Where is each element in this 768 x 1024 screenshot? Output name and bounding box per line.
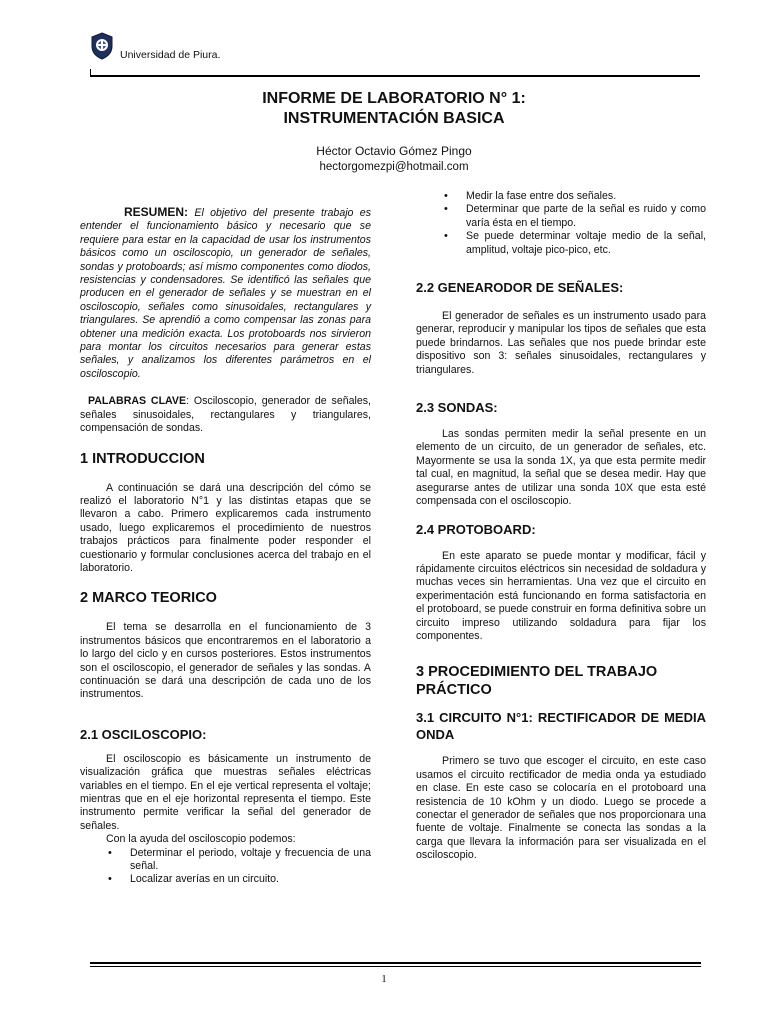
list-item: • Se puede determinar voltaje medio de la señal, amplitud, voltaje pico-pico, etc.	[466, 230, 706, 257]
abstract	[80, 206, 371, 381]
osc-list-intro: Con la ayuda del osciloscopio podemos:	[106, 833, 296, 846]
osc-text: El osciloscopio es básicamente un instrumento de visualización gráfica que muestras señales eléctricas variables en el tiempo. En el eje vertical representa el voltaje; mientras que en el eje horizontal representa el tiempo. Este instrumento permite verificar la señal del generador de señales.	[80, 752, 371, 832]
heading-osciloscopio: 2.1 OSCILOSCOPIO:	[80, 726, 207, 742]
abstract-label: RESUMEN:	[124, 205, 189, 219]
heading-introduccion: 1 INTRODUCCION	[80, 450, 205, 467]
heading-marco-teorico: 2 MARCO TEORICO	[80, 590, 217, 607]
list-item: • Determinar el periodo, voltaje y frecuencia de una señal.	[130, 847, 371, 874]
footer-rule-thin	[90, 966, 701, 967]
circ-text: Primero se tuvo que escoger el circuito, en este caso usamos el circuito rectificador de media onda ya estudiado en clase. En este caso se colocaría en el protoboard una resistencia de 10 kOhm y un diodo. Luego se procede a conectar el generador de señales que nos proporcionara una fuente de voltaje. Finalmente se conecta las sondas a la carga que llevara la información para ser visualizada en el osciloscopio.	[416, 755, 706, 862]
gen-text: El generador de señales es un instrumento usado para generar, reproducir y manipular los tipos de señales que esta puede brindarnos. Las señales que nos puede brindar este dispositivo son 3: señales sinusoidales, rectangulares y triangulares.	[416, 310, 706, 376]
paper-title	[80, 89, 708, 129]
header-rule	[90, 75, 700, 77]
left-column	[80, 190, 371, 887]
heading-sondas: 2.3 SONDAS:	[416, 400, 498, 416]
page-header	[90, 30, 700, 76]
heading-procedimiento: 3 PROCEDIMIENTO DEL TRABAJO PRÁCTICO	[416, 664, 658, 699]
list-item: • Determinar que parte de la señal es ruido y como varía ésta en el tiempo.	[466, 203, 706, 230]
page-number: 1	[381, 973, 387, 985]
title-line-2: INSTRUMENTACIÓN BASICA	[283, 110, 505, 127]
heading-protoboard: 2.4 PROTOBOARD:	[416, 521, 536, 537]
keywords-text: : Osciloscopio, generador de señales, señales sinusoidales, rectangulares y triangulares, compensación de sondas.	[80, 395, 371, 435]
proto-text: En este aparato se puede montar y modificar, fácil y rápidamente circuitos eléctricos sin necesidad de soldadura y muchas veces sin herramientas. Una vez que el circuito en experimentación está funcionando en forma satisfactoria en el protoboard, se puede construir en forma definitiva sobre un circuito impreso utilizando soldadura para fijar los componentes.	[416, 549, 706, 642]
footer-rule-thick	[90, 962, 701, 964]
right-column	[416, 190, 706, 863]
keywords	[80, 395, 371, 435]
intro-text: A continuación se dará una descripción del cómo se realizó el laboratorio N°1 y las distintas etapas que se llevaron a cabo. Primero explicaremos cada instrumento usado, luego explicaremos el procedimiento de nuestros trabajos prácticos para finalmente poder responder el cuestionario y formular conclusiones acerca del trabajo en el laboratorio.	[80, 481, 371, 574]
list-item: • Localizar averías en un circuito.	[130, 873, 371, 886]
title-line-1: INFORME DE LABORATORIO N° 1:	[262, 90, 526, 107]
author-email: hectorgomezpi@hotmail.com	[319, 161, 469, 173]
university-name: Universidad de Piura.	[120, 49, 221, 61]
marco-text: El tema se desarrolla en el funcionamiento de 3 instrumentos básicos que encontraremos en el laboratorio a lo largo del ciclo y en cursos posteriores. Estos instrumentos son el osciloscopio, el generador de señales y las sondas. A continuación se dará una descripción de cada uno de los instrumentos.	[80, 621, 371, 701]
heading-circuito-1: 3.1 CIRCUITO N°1: RECTIFICADOR DE MEDIA ONDA	[416, 710, 706, 743]
abstract-text: El objetivo del presente trabajo es entender el funcionamiento básico y necesario que se requiere para estar en la capacidad de usar los instrumentos básicos como un osciloscopio, un generador de señales, sondas y protoboards; así mismo componentes como diodos, resistencias y condensadores. Se identificó las señales que producen en el generador de señales y se muestran en el osciloscopio, señales como sinusoidales, rectangulares y triangulares. Se aprendió a como compensar las zonas para obtener una medición exacta. Los protoboards nos sirvieron para montar los circuitos necesarios para generar estas señales, y analizamos los diferentes parámetros en el osciloscopio.	[80, 207, 371, 380]
osc-capabilities-list	[80, 847, 371, 887]
osc-capabilities-list-cont	[416, 190, 706, 257]
sondas-text: Las sondas permiten medir la señal presente en un elemento de un circuito, de un generador de señales, etc. Mayormente se usa la sonda 1X, ya que esta permite medir tal cual, en magnitud, la señal que se desea medir. Hay que asegurarse antes de utilizar una sonda 10X que esta esté compensada con el osciloscopio.	[416, 428, 706, 508]
author-name: Héctor Octavio Gómez Pingo	[316, 144, 472, 158]
university-seal-icon	[90, 32, 114, 60]
list-item: • Medir la fase entre dos señales.	[466, 190, 706, 203]
heading-generador: 2.2 GENEARODOR DE SEÑALES:	[416, 280, 624, 296]
keywords-label: PALABRAS CLAVE	[88, 395, 187, 408]
